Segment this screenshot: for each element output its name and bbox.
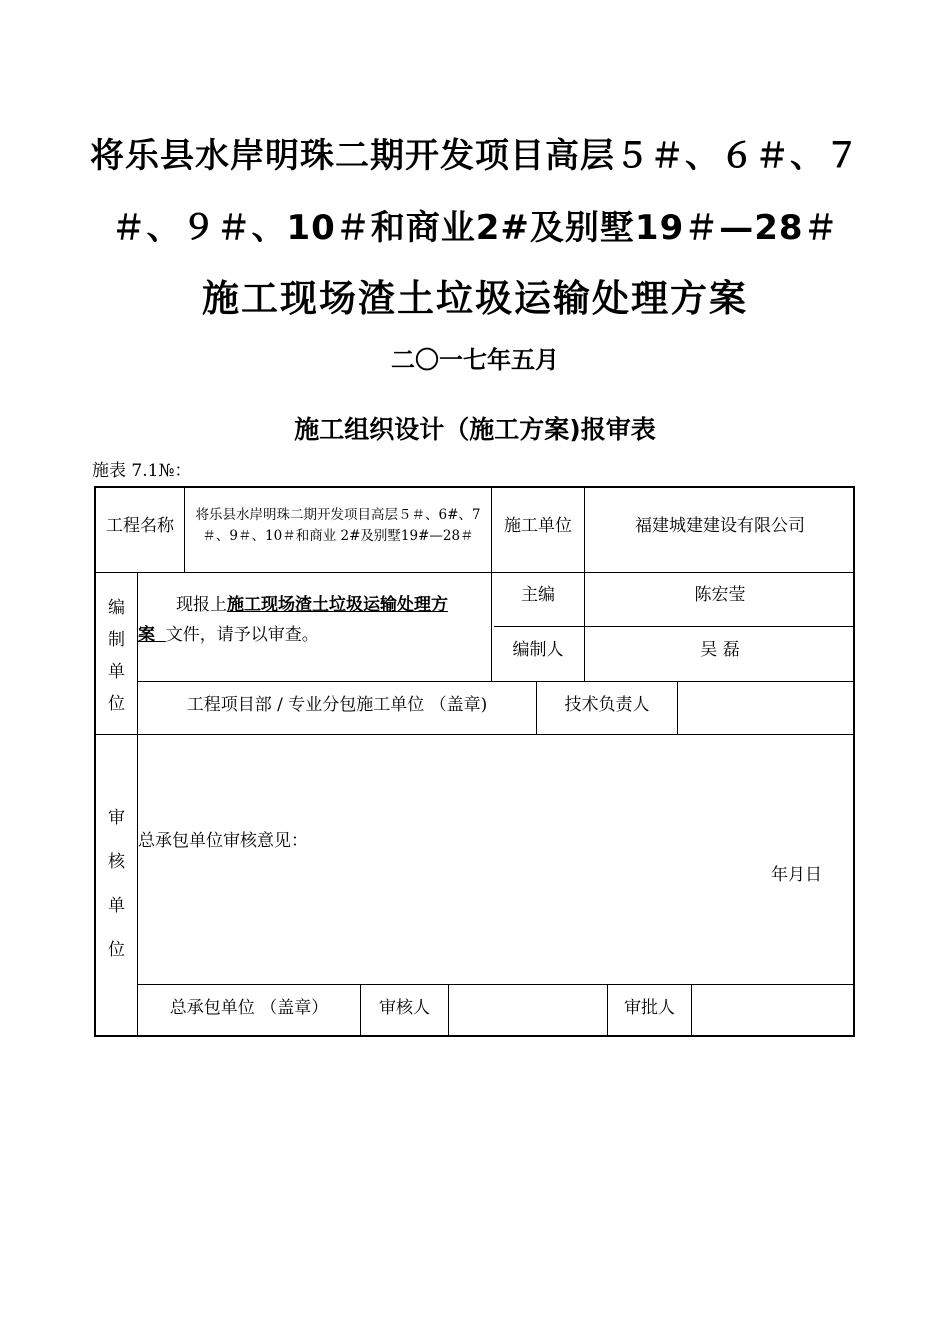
submit-doc-name: 施工现场渣土垃圾运输处理方案 [138, 595, 448, 645]
cover-date: 二〇一七年五月 [391, 346, 559, 374]
compiler-value: 吴 磊 [700, 639, 740, 660]
review-date-label: 年月日 [771, 865, 822, 885]
chief-editor-label: 主编 [521, 584, 555, 605]
review-unit-label [96, 796, 137, 972]
submit-suffix: 文件，请予以审查。 [165, 625, 319, 645]
compile-unit-label [96, 592, 137, 724]
cover-title-line-1: 将乐县水岸明珠二期开发项目高层５＃、６＃、７ [90, 136, 860, 176]
cover-title-line-2: ＃、９＃、10＃和商业2#及别墅19＃—28＃ [111, 208, 839, 248]
construction-unit-value: 福建城建建设有限公司 [635, 515, 805, 536]
compile-unit-label-text: 编制单位 [108, 598, 125, 714]
construction-unit-label: 施工单位 [504, 515, 572, 536]
review-form-table [94, 486, 855, 1037]
general-contractor-label: 总承包单位 （盖章） [169, 997, 329, 1018]
approver-label: 审批人 [624, 997, 675, 1018]
project-dept-label: 工程项目部 / 专业分包施工单位 （盖章) [186, 694, 488, 715]
form-number: 施表 7.1№： [92, 461, 192, 481]
row-divider [96, 734, 855, 735]
cover-title-line-3: 施工现场渣土垃圾运输处理方案 [202, 277, 748, 320]
tech-lead-value [678, 682, 855, 728]
project-name-value: 将乐县水岸明珠二期开发项目高层５＃、6#、7＃、9＃、10＃和商业 2#及别墅19#—28＃ [195, 507, 481, 544]
form-heading: 施工组织设计（施工方案)报审表 [294, 415, 656, 444]
submission-text [138, 590, 491, 650]
reviewer-label: 审核人 [379, 997, 430, 1018]
reviewer-value [449, 985, 607, 1031]
review-unit-label-text: 审核单位 [108, 808, 125, 960]
review-opinion-label: 总承包单位审核意见： [138, 831, 308, 851]
tech-lead-label: 技术负责人 [564, 694, 650, 715]
project-name-label: 工程名称 [106, 515, 174, 536]
approver-value [692, 985, 855, 1031]
submit-prefix: 现报上 [176, 595, 227, 615]
chief-editor-value: 陈宏莹 [694, 584, 746, 605]
compiler-label: 编制人 [512, 639, 564, 660]
